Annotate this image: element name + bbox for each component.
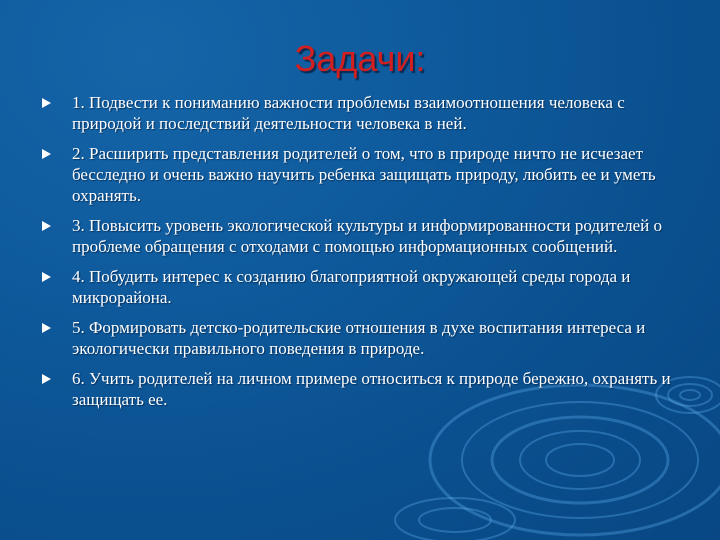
list-item-text: 5. Формировать детско-родительские отношения в духе воспитания интереса и экологически правильного поведения в природе. [72,318,646,358]
task-list [30,92,680,419]
list-item [30,368,680,410]
list-item-text: 6. Учить родителей на личном примере относиться к природе бережно, охранять и защищать ее. [72,369,671,409]
list-item [30,92,680,134]
arrow-bullet-icon [42,323,51,333]
list-item-text: 4. Побудить интерес к созданию благоприятной окружающей среды города и микрорайона. [72,267,631,307]
list-item [30,266,680,308]
list-item-text: 2. Расширить представления родителей о том, что в природе ничто не исчезает бесследно и очень важно научить ребенка защищать природу, любить ее и уметь охранять. [72,144,656,205]
list-item [30,215,680,257]
slide-title: Задачи: [294,38,426,79]
list-item-text: 3. Повысить уровень экологической культуры и информированности родителей о проблеме обращения с отходами с помощью информационных сообщений. [72,216,662,256]
arrow-bullet-icon [42,149,51,159]
arrow-bullet-icon [42,272,51,282]
arrow-bullet-icon [42,221,51,231]
list-item [30,143,680,206]
list-item-text: 1. Подвести к пониманию важности проблемы взаимоотношения человека с природой и последствий деятельности человека в ней. [72,93,625,133]
list-item [30,317,680,359]
arrow-bullet-icon [42,98,51,108]
arrow-bullet-icon [42,374,51,384]
